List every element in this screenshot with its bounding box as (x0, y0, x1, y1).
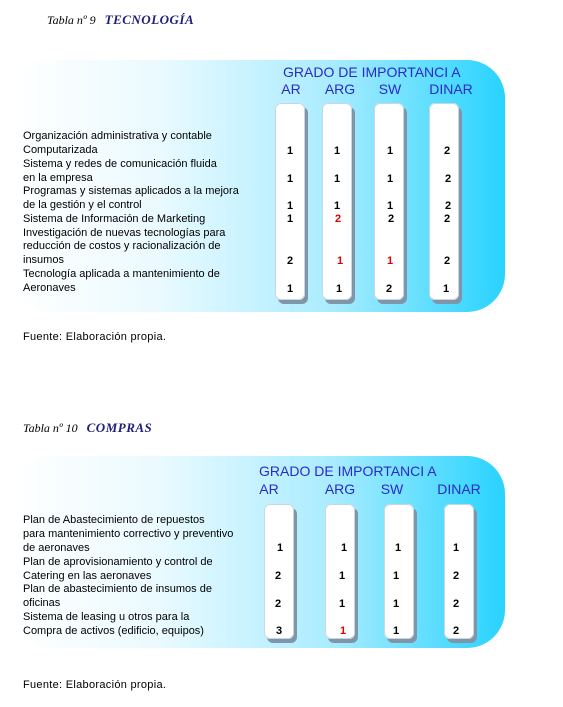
table-9-cell-highlighted: 1 (386, 255, 394, 267)
table-9-cell: 1 (386, 173, 394, 185)
table-9-source: Fuente: Elaboración propia. (23, 331, 167, 343)
table-10-col-arg: ARG (324, 481, 356, 497)
table-9-label-line: Sistema y redes de comunicación fluida (23, 158, 217, 170)
table-10-label-line: Plan de aprovisionamiento y control de (23, 556, 213, 568)
table-9-label-line: Tecnología aplicada a mantenimiento de (23, 268, 220, 280)
table-9-cell: 1 (442, 283, 450, 295)
table-10-label-line: Sistema de leasing u otros para la (23, 611, 190, 623)
table-9-label-line: Programas y sistemas aplicados a la mejora (23, 185, 239, 197)
table-10-col-dinar: DINAR (437, 481, 481, 497)
table-10-label-line: Compra de activos (edificio, equipos) (23, 625, 204, 637)
table-10-title: COMPRAS (86, 420, 153, 435)
table-9-cell: 2 (443, 213, 451, 225)
table-10-cell: 1 (392, 625, 400, 637)
table-9-number: Tabla nº 9 (47, 13, 96, 27)
table-9-cell: 1 (386, 200, 394, 212)
table-9-label-line: reducción de costos y racionalización de (23, 240, 221, 252)
table-10-source: Fuente: Elaboración propia. (23, 679, 167, 691)
table-10-cell: 2 (452, 598, 460, 610)
table-10-cell: 2 (274, 570, 282, 582)
table-9-label-line: Investigación de nuevas tecnologías para (23, 227, 226, 239)
table-10-number: Tabla nº 10 (23, 421, 78, 435)
table-9-cell: 2 (443, 145, 451, 157)
table-10-cell: 1 (452, 542, 460, 554)
table-10-label-line: Plan de Abastecimiento de repuestos (23, 514, 205, 526)
table-9-cell: 2 (286, 255, 294, 267)
table-10-cell: 1 (394, 542, 402, 554)
table-9-cell: 2 (385, 283, 393, 295)
table-9-cell-highlighted: 1 (336, 255, 344, 267)
table-10-header: GRADO DE IMPORTANCI A (259, 463, 437, 479)
table-9-cell: 1 (335, 283, 343, 295)
table-9-col-ar: AR (281, 81, 301, 97)
table-10-caption (23, 420, 152, 436)
table-9-label-line: Sistema de Información de Marketing (23, 213, 206, 225)
table-9-cell-highlighted: 2 (334, 213, 342, 225)
table-9-label-line: insumos (23, 254, 64, 266)
table-9-cell: 1 (286, 200, 294, 212)
table-10-cell: 3 (275, 625, 283, 637)
table-10-label-line: de aeronaves (23, 542, 90, 554)
table-9-cell: 1 (333, 145, 341, 157)
table-9-col-sw: SW (378, 81, 402, 97)
table-9-label-line: en la empresa (23, 172, 93, 184)
table-10-col-ar: AR (259, 481, 279, 497)
table-10-cell: 1 (338, 570, 346, 582)
table-10-label-line: Plan de abastecimiento de insumos de (23, 583, 212, 595)
table-9-cell: 1 (333, 200, 341, 212)
table-10-cell: 2 (274, 598, 282, 610)
table-10-cell: 2 (452, 570, 460, 582)
table-9-cell: 1 (286, 213, 294, 225)
table-9-col-arg: ARG (324, 81, 356, 97)
table-9-cell: 2 (444, 173, 452, 185)
table-10-label-line: Catering en las aeronaves (23, 570, 152, 582)
table-9-cell: 2 (387, 213, 395, 225)
table-9-caption (47, 12, 194, 28)
table-9-label-line: Computarizada (23, 144, 98, 156)
table-9-cell: 1 (286, 145, 294, 157)
table-10-cell: 1 (392, 570, 400, 582)
table-10-label-line: para mantenimiento correctivo y preventivo (23, 528, 234, 540)
table-10-cell: 1 (392, 598, 400, 610)
table-10-col-sw: SW (380, 481, 404, 497)
table-9-col-dinar: DINAR (429, 81, 473, 97)
table-9-cell: 2 (443, 255, 451, 267)
table-10-cell: 1 (338, 598, 346, 610)
table-9-cell: 2 (444, 200, 452, 212)
table-9-cell: 1 (386, 145, 394, 157)
table-9-cell: 1 (286, 283, 294, 295)
table-10-cell: 1 (276, 542, 284, 554)
table-9-cell: 1 (286, 173, 294, 185)
table-9-header: GRADO DE IMPORTANCI A (283, 64, 461, 80)
table-9-cell: 1 (333, 173, 341, 185)
table-10-cell: 2 (452, 625, 460, 637)
table-9-title: TECNOLOGÍA (104, 12, 195, 27)
table-9-label-line: Aeronaves (23, 282, 76, 294)
table-10-cell-highlighted: 1 (339, 625, 347, 637)
table-9-label-line: Organización administrativa y contable (23, 130, 212, 142)
table-10-label-line: oficinas (23, 597, 61, 609)
table-9-label-line: de la gestión y el control (23, 199, 142, 211)
table-10-cell: 1 (340, 542, 348, 554)
